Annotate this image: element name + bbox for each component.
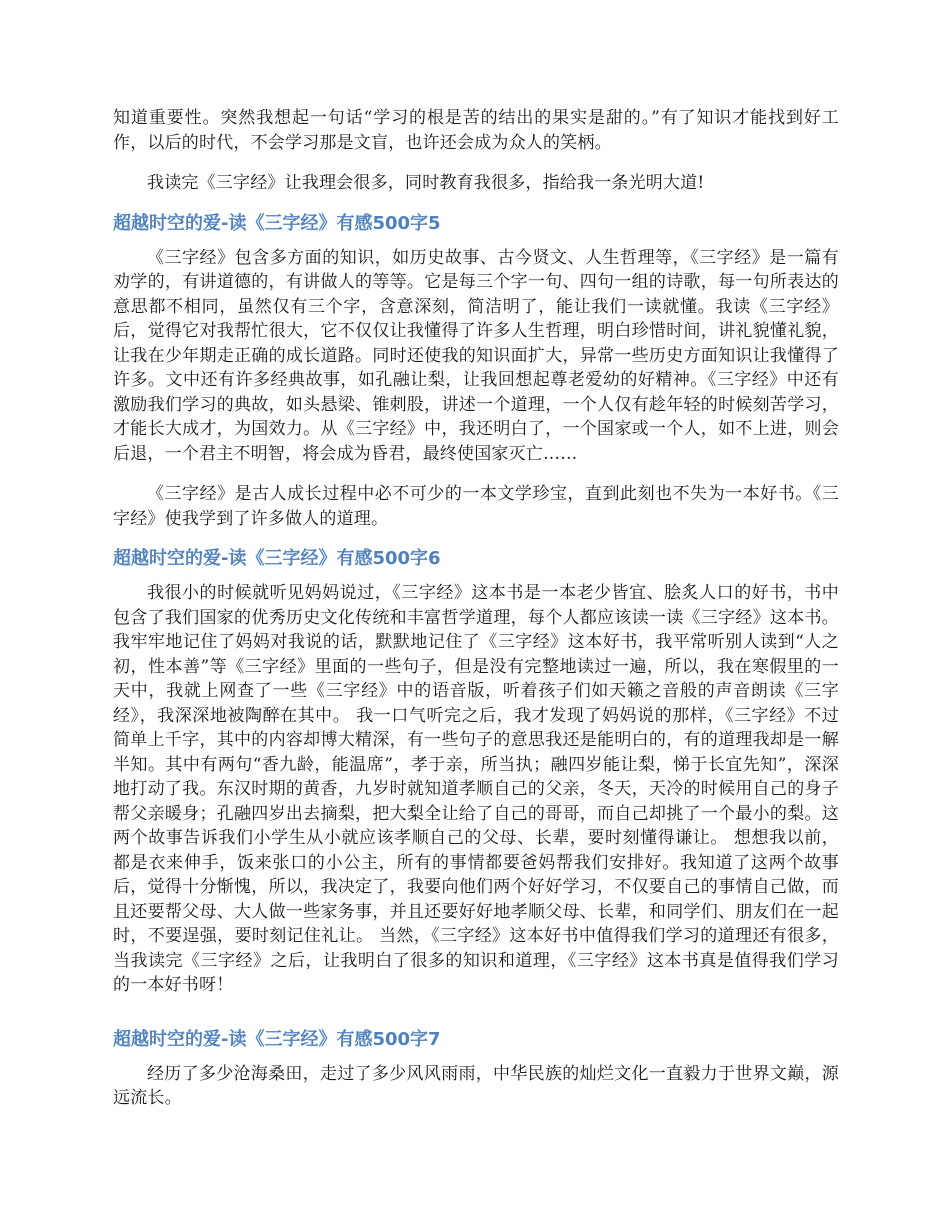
section-6-heading: 超越时空的爱-读《三字经》有感500字6 xyxy=(113,548,441,569)
section-6-paragraph-1: 我很小的时候就听见妈妈说过，《三字经》这本书是一本老少皆宜、脍炙人口的好书，书中包含了我们国家的优秀历史文化传统和丰富哲学道理，每个人都应该读一读《三字经》这本书。 我牢牢地记住了妈妈对我说的话，默默地记住了《三字经》这本好书，我平常听别人读到“人之初，性本善”等《三字经》里面的一些句子，但是没有完整地读过一遍，所以，我在寒假里的一天中，我就上网查了一些《三字经》中的语音版，听着孩子们如天籁之音般的声音朗读《三字经》，我深深地被陶醉在其中。 我一口气听完之后，我才发现了妈妈说的那样，《三字经》不过简单上千字，其中的内容却博大精深，有一些句子的意思我还是能明白的，有的道理我却是一解半知。其中有两句“香九龄，能温席”，孝于亲，所当执；融四岁能让梨，悌于长宜先知”，深深地打动了我。东汉时期的黄香，九岁时就知道孝顺自己的父亲，冬天，天冷的时候用自己的身子帮父亲暖身；孔融四岁出去摘梨，把大梨全让给了自己的哥哥，而自己却挑了一个最小的梨。这两个故事告诉我们小学生从小就应该孝顺自己的父母、长辈，要时刻懂得谦让。 想想我以前，都是衣来伸手，饭来张口的小公主，所有的事情都要爸妈帮我们安排好。我知道了这两个故事后，觉得十分惭愧，所以，我决定了，我要向他们两个好好学习，不仅要自己的事情自己做，而且还要帮父母、大人做一些家务事，并且还要好好地孝顺父母、长辈，和同学们、朋友们在一起时，不要逞强，要时刻记住礼让。 当然，《三字经》这本好书中值得我们学习的道理还有很多，当我读完《三字经》之后，让我明白了很多的知识和道理，《三字经》这本书真是值得我们学习的一本好书呀！ xyxy=(113,583,839,995)
section-5-heading: 超越时空的爱-读《三字经》有感500字5 xyxy=(113,212,441,234)
section-7-heading: 超越时空的爱-读《三字经》有感500字7 xyxy=(113,1028,441,1050)
document-page xyxy=(113,106,839,1111)
section-5-paragraph-1: 《三字经》包含多方面的知识，如历史故事、古今贤文、人生哲理等，《三字经》是一篇有劝学的，有讲道德的，有讲做人的等等。它是每三个字一句、四句一组的诗歌，每一句所表达的意思都不相同，虽然仅有三个字，含意深刻，简洁明了，能让我们一读就懂。我读《三字经》后，觉得它对我帮忙很大，它不仅仅让我懂得了许多人生哲理，明白珍惜时间，讲礼貌懂礼貌，让我在少年期走正确的成长道路。同时还使我的知识面扩大，异常一些历史方面知识让我懂得了许多。文中还有许多经典故事，如孔融让梨，让我回想起尊老爱幼的好精神。《三字经》中还有激励我们学习的典故，如头悬梁、锥刺股，讲述一个道理，一个人仅有趁年轻的时候刻苦学习，才能长大成才，为国效力。从《三字经》中，我还明白了，一个国家或一个人，如不上进，则会后退，一个君主不明智，将会成为昏君，最终使国家灭亡…… xyxy=(113,247,839,464)
intro-paragraph-end: 知道重要性。突然我想起一句话“学习的根是苦的结出的果实是甜的。”有了知识才能找到好工作，以后的时代，不会学习那是文盲，也许还会成为众人的笑柄。 xyxy=(113,108,839,153)
section-7-paragraph-1: 经历了多少沧海桑田，走过了多少风风雨雨，中华民族的灿烂文化一直毅力于世界文巅，源远流长。 xyxy=(113,1063,839,1108)
intro-closing-paragraph: 我读完《三字经》让我理会很多，同时教育我很多，指给我一条光明大道! xyxy=(147,173,705,193)
section-5-paragraph-2: 《三字经》是古人成长过程中必不可少的一本文学珍宝，直到此刻也不失为一本好书。《三字经》使我学到了许多做人的道理。 xyxy=(113,484,839,529)
